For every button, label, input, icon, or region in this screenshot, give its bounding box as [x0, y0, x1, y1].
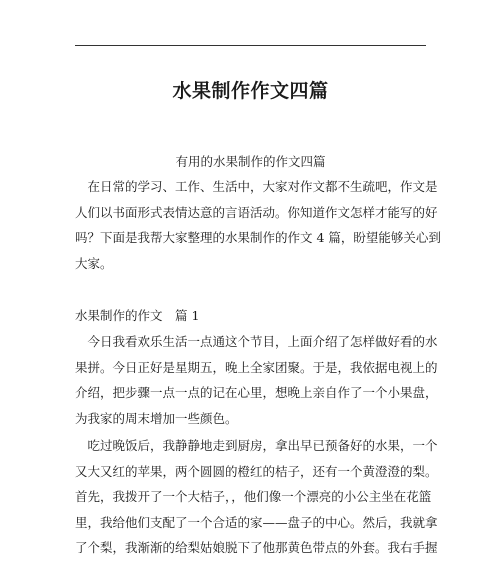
- paragraph-line: 了个梨，我渐渐的给梨姑娘脱下了他那黄色带点的外套。我右手握: [75, 540, 438, 555]
- body-paragraph-1: [75, 329, 438, 431]
- section-heading: 水果制作的作文 篇 1: [75, 308, 200, 323]
- intro-line: 在日常的学习、工作、生活中，大家对作文都不生疏吧，作文是: [75, 179, 438, 194]
- intro-line: 大家。: [75, 255, 113, 271]
- paragraph-line: 里，我给他们支配了一个合适的家——盘子的中心。然后，我就拿: [75, 514, 438, 530]
- paragraph-line: 吃过晚饭后，我静静地走到厨房，拿出早已预备好的水果，一个: [75, 438, 438, 453]
- paragraph-line: 又大又红的苹果，两个圆圆的橙红的桔子，还有一个黄澄澄的梨。: [75, 463, 438, 479]
- header-rule: [75, 45, 426, 46]
- intro-line: 人们以书面形式表情达意的言语活动。你知道作文怎样才能写的好: [75, 204, 438, 220]
- body-paragraph-2: [75, 433, 438, 561]
- paragraph-line: 今日我看欢乐生活一点通这个节目，上面介绍了怎样做好看的水: [75, 334, 438, 349]
- paragraph-line: 首先，我拨开了一个大桔子，，他们像一个漂亮的小公主坐在花篮: [75, 489, 432, 504]
- intro-paragraph: [75, 174, 441, 276]
- paragraph-line: 为我家的周末增加一些颜色。: [75, 410, 238, 426]
- document-subtitle: 有用的水果制作的作文四篇: [175, 154, 326, 169]
- paragraph-line: 介绍，把步骤一点一点的记在心里，想晚上亲自作了一个小果盘，: [75, 385, 438, 400]
- intro-line: 吗？下面是我帮大家整理的水果制作的作文 4 篇，盼望能够关心到: [75, 230, 441, 245]
- document-title: 水果制作作文四篇: [172, 80, 329, 102]
- paragraph-line: 果拼。今日正好是星期五，晚上全家团聚。于是，我依据电视上的: [75, 359, 438, 375]
